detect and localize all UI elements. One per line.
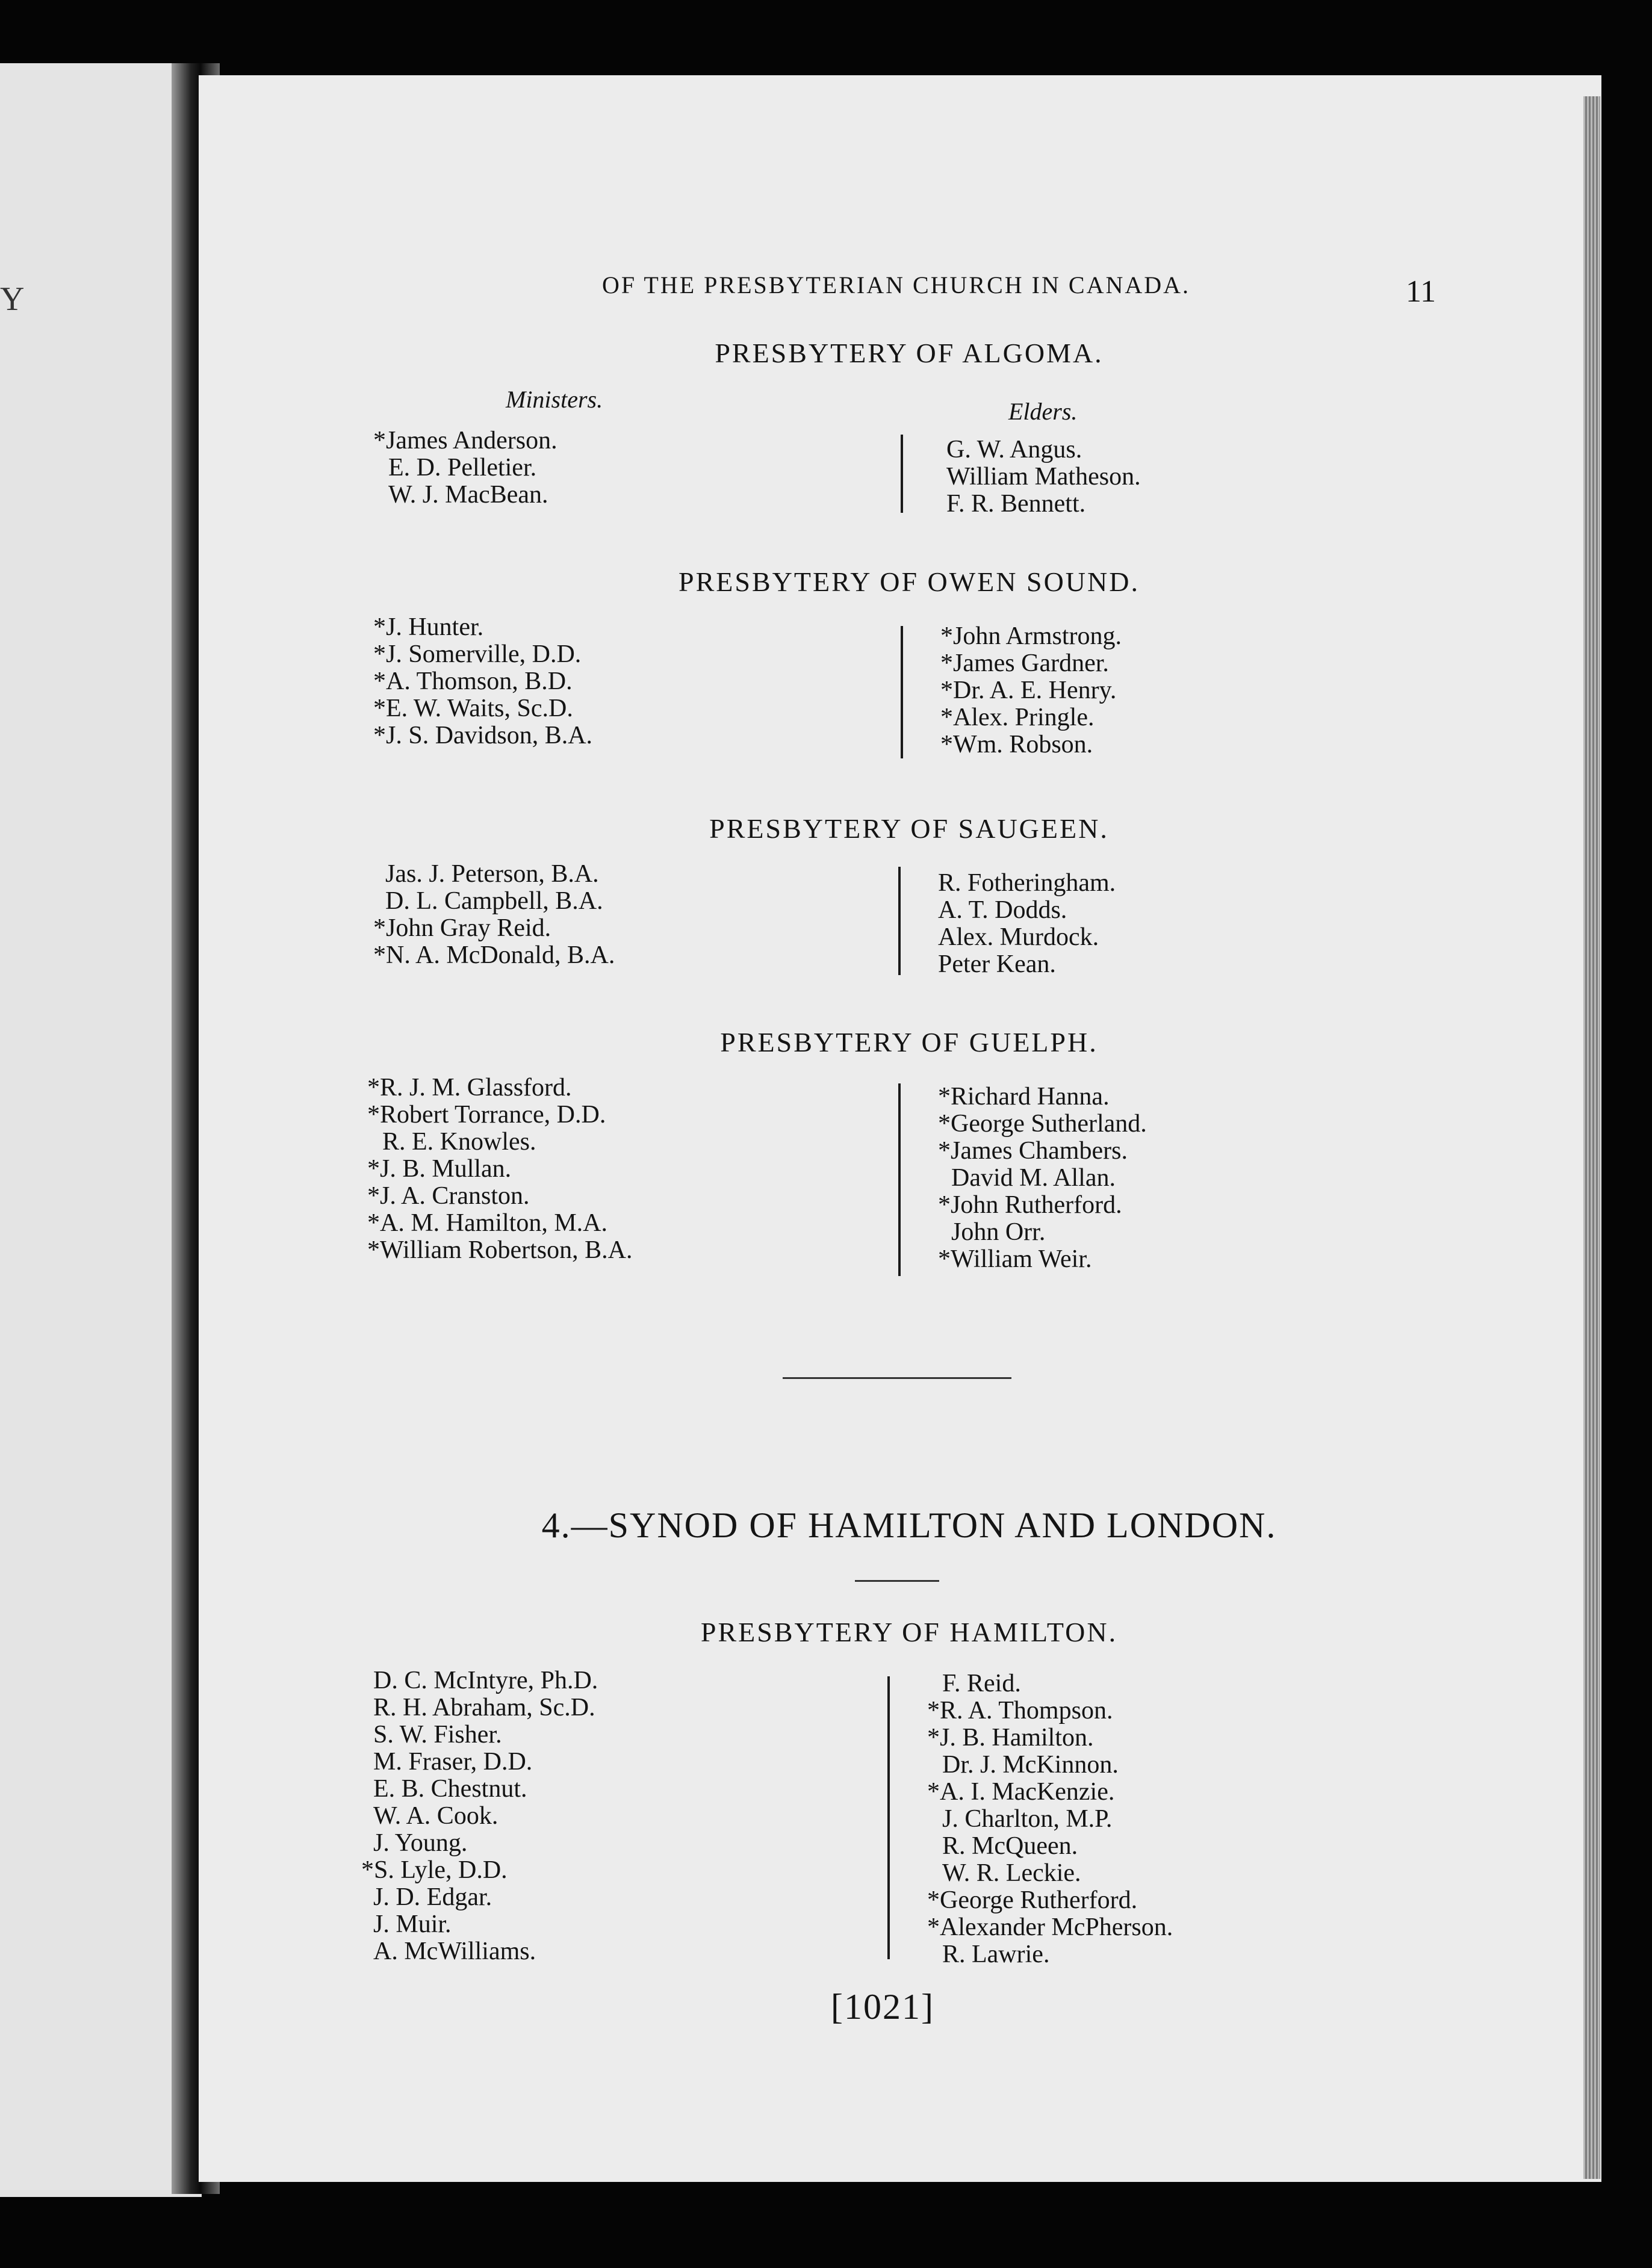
minister-name: W. J. MacBean. (388, 481, 548, 509)
minister-name: *John Gray Reid. (373, 914, 551, 942)
minister-name: *J. Somerville, D.D. (373, 640, 582, 668)
minister-name: J. Muir. (373, 1910, 452, 1938)
elders-list (938, 870, 1116, 978)
elder-name: R. Fotheringham. (938, 869, 1116, 897)
minister-name: *J. Hunter. (373, 613, 484, 641)
minister-name: J. Young. (373, 1829, 468, 1857)
elder-name: *Wm. Robson. (940, 731, 1093, 758)
minister-name: *James Anderson. (373, 427, 557, 454)
elder-name: F. Reid. (942, 1670, 1021, 1697)
elders-list (940, 623, 1122, 758)
elder-name: *J. B. Hamilton. (927, 1724, 1094, 1752)
minister-name: *A. M. Hamilton, M.A. (367, 1209, 607, 1237)
minister-name: *S. Lyle, D.D. (361, 1856, 508, 1884)
elder-name: *Alexander McPherson. (927, 1913, 1173, 1941)
elder-name: J. Charlton, M.P. (942, 1805, 1113, 1833)
minister-name: E. D. Pelletier. (388, 454, 537, 482)
elder-name: *George Sutherland. (938, 1110, 1147, 1138)
elder-name: *George Rutherford. (927, 1886, 1138, 1914)
elder-name: *Richard Hanna. (938, 1083, 1110, 1111)
elder-name: David M. Allan. (951, 1164, 1116, 1192)
folio-number: 11 (1406, 274, 1436, 309)
elder-name: R. McQueen. (942, 1832, 1078, 1860)
minister-name: *J. A. Cranston. (367, 1182, 530, 1210)
left-page-mark: Y (0, 280, 25, 318)
minister-name: Jas. J. Peterson, B.A. (385, 860, 599, 888)
minister-name: *J. B. Mullan. (367, 1155, 512, 1183)
presbytery-heading: PRESBYTERY OF OWEN SOUND. (678, 566, 1140, 597)
presbytery-heading: PRESBYTERY OF GUELPH. (720, 1027, 1098, 1058)
minister-name: D. C. McIntyre, Ph.D. (373, 1667, 598, 1694)
minister-name: R. H. Abraham, Sc.D. (373, 1694, 595, 1721)
minister-name: M. Fraser, D.D. (373, 1748, 533, 1776)
elder-name: *James Chambers. (938, 1137, 1128, 1165)
minister-name: *Robert Torrance, D.D. (367, 1101, 606, 1129)
elder-name: F. R. Bennett. (946, 490, 1086, 518)
ministers-list (367, 1074, 632, 1264)
column-divider (898, 867, 901, 975)
elder-name: A. T. Dodds. (938, 896, 1067, 924)
running-head: OF THE PRESBYTERIAN CHURCH IN CANADA. (602, 271, 1190, 299)
elder-name: *R. A. Thompson. (927, 1697, 1113, 1724)
column-divider (898, 1083, 901, 1276)
elder-name: *John Armstrong. (940, 622, 1122, 650)
presbytery-heading: PRESBYTERY OF ALGOMA. (715, 338, 1104, 368)
minister-name: *N. A. McDonald, B.A. (373, 941, 615, 969)
minister-name: *A. Thomson, B.D. (373, 668, 573, 695)
ministers-label: Ministers. (506, 386, 603, 413)
elder-name: R. Lawrie. (942, 1941, 1050, 1968)
elders-label: Elders. (1008, 398, 1078, 425)
minister-name: *William Robertson, B.A. (367, 1236, 633, 1264)
synod-heading: 4.—SYNOD OF HAMILTON AND LONDON. (541, 1505, 1277, 1545)
minister-name: D. L. Campbell, B.A. (385, 887, 603, 915)
column-divider (901, 626, 903, 758)
page-number: [1021] (831, 1987, 934, 2027)
ministers-list (373, 614, 592, 749)
elder-name: *James Gardner. (940, 649, 1109, 677)
elders-list (938, 1083, 1147, 1273)
elder-name: *John Rutherford. (938, 1191, 1122, 1219)
elders-list (946, 436, 1141, 518)
section-rule (783, 1377, 1011, 1379)
minister-name: *R. J. M. Glassford. (367, 1074, 572, 1101)
presbytery-heading: PRESBYTERY OF HAMILTON. (700, 1617, 1118, 1647)
elders-list (927, 1670, 1173, 1968)
minister-name: *E. W. Waits, Sc.D. (373, 695, 573, 722)
elder-name: W. R. Leckie. (942, 1859, 1081, 1887)
minister-name: *J. S. Davidson, B.A. (373, 722, 593, 749)
elder-name: *Dr. A. E. Henry. (940, 677, 1117, 704)
minister-name: J. D. Edgar. (373, 1883, 492, 1911)
synod-underline (855, 1580, 939, 1582)
elder-name: *A. I. MacKenzie. (927, 1778, 1115, 1806)
page-edge (1583, 96, 1600, 2179)
elder-name: Dr. J. McKinnon. (942, 1751, 1119, 1779)
column-divider (887, 1676, 890, 1959)
elder-name: Peter Kean. (938, 950, 1056, 978)
minister-name: E. B. Chestnut. (373, 1775, 527, 1803)
elder-name: G. W. Angus. (946, 436, 1082, 463)
presbytery-heading: PRESBYTERY OF SAUGEEN. (709, 813, 1109, 844)
minister-name: S. W. Fisher. (373, 1721, 502, 1749)
column-divider (901, 435, 903, 513)
elder-name: William Matheson. (946, 463, 1141, 491)
minister-name: A. McWilliams. (373, 1938, 536, 1965)
ministers-list (373, 861, 615, 969)
minister-name: W. A. Cook. (373, 1802, 498, 1830)
elder-name: *William Weir. (938, 1245, 1092, 1273)
ministers-list (361, 1667, 598, 1965)
elder-name: Alex. Murdock. (938, 923, 1099, 951)
elder-name: *Alex. Pringle. (940, 704, 1095, 731)
ministers-list (373, 427, 557, 509)
elder-name: John Orr. (951, 1218, 1046, 1246)
minister-name: R. E. Knowles. (382, 1128, 536, 1156)
